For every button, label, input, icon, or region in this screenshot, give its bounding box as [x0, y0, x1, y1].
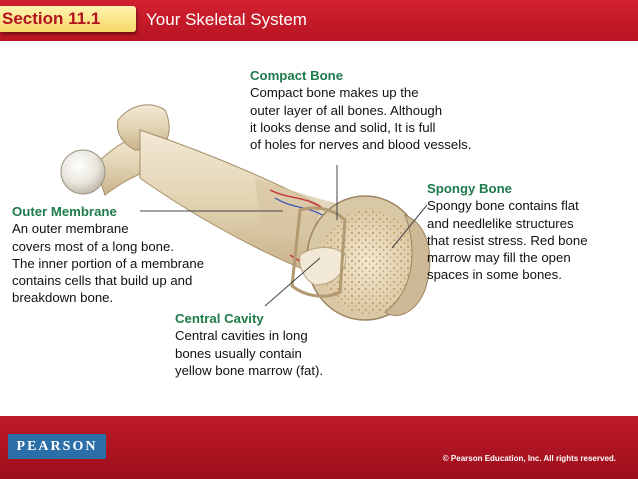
central-cavity-callout: [175, 310, 323, 379]
central-cavity-heading: Central Cavity: [175, 311, 264, 326]
central-cavity-text: Central cavities in long bones usually contain yellow bone marrow (fat).: [175, 328, 324, 378]
outer-membrane-callout: [12, 203, 204, 307]
femoral-head: [61, 150, 105, 194]
outer-membrane-heading: Outer Membrane: [12, 204, 117, 219]
spongy-bone-text: Spongy bone contains flat and needlelike structures that resist stress. Red bone marrow may fill the open spaces in some bones.: [427, 198, 588, 283]
slide-title: Your Skeletal System: [146, 10, 307, 29]
compact-bone-text: Compact bone makes up the outer layer of all bones. Although it looks dense and solid, It is full of holes for nerves and blood vessels.: [250, 85, 472, 153]
compact-bone-heading: Compact Bone: [250, 68, 344, 83]
pearson-logo: PEARSON: [8, 434, 106, 459]
compact-bone-callout: [250, 67, 471, 153]
footer-bar: [0, 416, 638, 479]
spongy-bone-heading: Spongy Bone: [427, 181, 512, 196]
spongy-bone-callout: [427, 180, 588, 284]
outer-membrane-text: An outer membrane covers most of a long bone. The inner portion of a membrane contains cells that build up and breakdown bone.: [12, 221, 205, 306]
copyright-notice: © Pearson Education, Inc. All rights reserved.: [442, 454, 616, 463]
section-tag: Section 11.1: [0, 6, 136, 32]
